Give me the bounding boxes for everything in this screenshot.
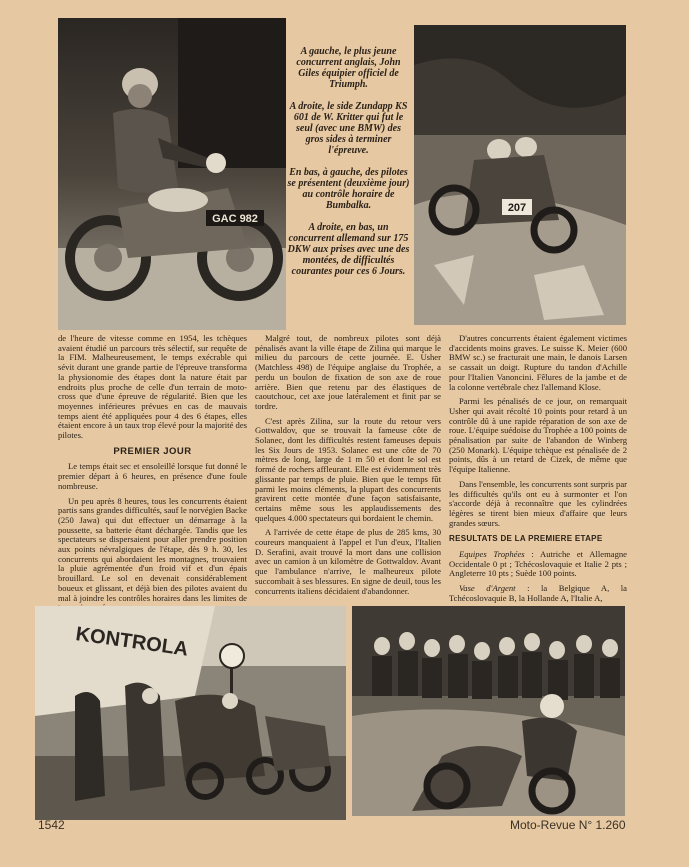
photo-sidecar-zundapp (414, 25, 626, 325)
col1-paragraph-1: de l'heure de vitesse comme en 1954, les tchèques avaient étudié un parcours très sélectif, sur requête de la FIM. Malheureusement, le temps exécrable qui sévit durant une grande partie de l'épreuve transforma la physionomie des étapes dont la nature était par endroits plus proche de celle d'un terrain de moto-cross que d'une épreuve de régularité. Bien que les moyennes inférieures prévues en cas de mauvais temps aient été appliquées pour 4 des 6 étapes, elles étaient encore à un taux trop élevé pour la majorité des pilotes. (58, 333, 247, 441)
photo-captions (287, 46, 410, 288)
col3-paragraph-2: Parmi les pénalisés de ce jour, on remarquait Usher qui avait récolté 10 points pour retard à un contrôle dû à une rapide réparation de son axe de roue. L'équipe suédoise du Trophée a 100 points de pénalisation par suite de l'abandon de Winberg (250 Monark). L'équipe tchèque est pénalisée de 2 points, dûs à un retard de Cizek, de même que l'équipe Italienne. (449, 396, 627, 475)
col1-paragraph-3: Un peu après 8 heures, tous les concurrents étaient partis sans grandes difficultés, sauf le norvégien Backe (250 Jawa) qui dut effectuer un démarrage à la poussette, sa batterie étant déchargée. Tandis que les spectateurs se dispersaient pour aller prendre position aux points névralgiques de l'étape, dès 9 h. 30, les concurrents qui abordaient les montagnes, trouvaient la pluie agrémentée d'un froid vif et d'un épais brouillard. Le sol en devenait considérablement boueux et glissant, et déjà bien des pilotes avaient du mal à joindre les contrôles horaires dans les limites de (58, 495, 247, 603)
heading-premier-jour: PREMIER JOUR (113, 445, 192, 457)
col3-paragraph-1: D'autres concurrents étaient également victimes d'accidents moins graves. Le suisse K. Meier (600 BMW sc.) se fracturait une main, le danois Larsen se cassait un doigt. Rupture du tandon d'Achille pour l'Italien Vanoncini. Fêlures de la jambe et de la colonne vertébrale chez l'allemand Klose. (449, 333, 627, 392)
photo-control-bumbalka (35, 606, 346, 820)
race-number: 207 (507, 202, 527, 214)
page-number: 1542 (38, 818, 65, 832)
article-column-3 (449, 334, 627, 609)
article-column-1 (58, 334, 247, 618)
results-trophees (449, 550, 627, 579)
col2-paragraph-2: C'est après Zilina, sur la route du retour vers Gottwaldov, que se trouvait la fameuse côte de Solanec, dont les difficultés restent fameuses depuis les Six Jours de 1953. Solanec est une côte de 70 mètres de long, large de 1 m 50 et dont le sol est formé de rochers affleurant. Elle est évidemment très glissante par temps de pluie. Bien que le temps fût parmi les moins cléments, la plupart des concurrents gravirent cette montée d'une façon satisfaisante, certains même sous les applaudissements des quelques 4.000 spectateurs qui bordaient le chemin. (255, 415, 441, 523)
col2-paragraph-1: Malgré tout, de nombreux pilotes sont déjà pénalisés avant la ville étape de Zilina qui marque le milieu du parcours de cette journée. E. Usher (Matchless 498) de l'équipe anglaise du Trophée, a perdu un boulon de fixation de son axe de roue arrière. Bien que retenu par des élastiques de caoutchouc, cet axe joue latéralement et finit par se tordre. (255, 333, 441, 411)
heading-resultats: RESULTATS DE LA PREMIERE ETAPE (449, 534, 603, 544)
kontrola-sign: KONTROLA (74, 623, 190, 661)
caption-top-right: A droite, le side Zundapp KS 601 de W. Kritter qui fut le seul (avec une BMW) des gros sides à terminer l'épreuve. (289, 101, 408, 156)
caption-bottom-right: A droite, en bas, un concurrent allemand sur 175 DKW aux prises avec une des montées, de difficultés courantes pour ces 6 Jours. (287, 222, 410, 277)
magazine-issue: Moto-Revue N° 1.260 (510, 818, 626, 832)
col1-paragraph-2: Le temps était sec et ensoleillé lorsque fut donné le premier départ à 6 heures, en présence d'une foule nombreuse. (58, 461, 247, 491)
results-vase-label: Vase d'Argent (459, 583, 516, 594)
caption-top-left: A gauche, le plus jeune concurrent anglais, John Giles équipier officiel de Triumph. (296, 46, 401, 90)
results-trophees-text: : Autriche et Allemagne Occidentale 0 pt ; Tchécoslovaquie et Italie 2 pts ; Angleterre 10 pts ; Suède 100 points. (449, 549, 627, 579)
results-vase (449, 584, 627, 603)
caption-bottom-left: En bas, à gauche, des pilotes se présentent (deuxième jour) au contrôle horaire de Bumbalka. (287, 167, 410, 211)
col3-paragraph-3: Dans l'ensemble, les concurrents sont surpris par les difficultés qu'ils ont eu à surmonter et l'on s'accorde déjà à reconnaître que les cylindrées légères se tirent bien mieux d'affaire que leurs grandes sœurs. (449, 478, 627, 528)
results-vase-text: : la Belgique A, la Tchécoslovaquie B, la Hollande A, l'Italie A, (449, 583, 627, 603)
results-trophees-label: Equipes Trophées (459, 549, 525, 560)
photo-rider-triumph (58, 18, 286, 330)
photo-dkw-climb (352, 606, 625, 816)
col2-paragraph-3: A l'arrivée de cette étape de plus de 285 kms, 30 coureurs manquaient à l'appel et l'un d'eux, l'Italien D. Serafini, avait trouvé la mort dans une collision avec un camion à un kilomètre de Gottwaldov. Avant que l'ambulance n'arrive, le malheureux pilote succombait à ses blessures. En signe de deuil, tous les concurrents italiens décidaient d'abandonner. (255, 527, 441, 596)
license-plate: GAC 982 (212, 213, 258, 225)
article-column-2 (255, 334, 441, 601)
